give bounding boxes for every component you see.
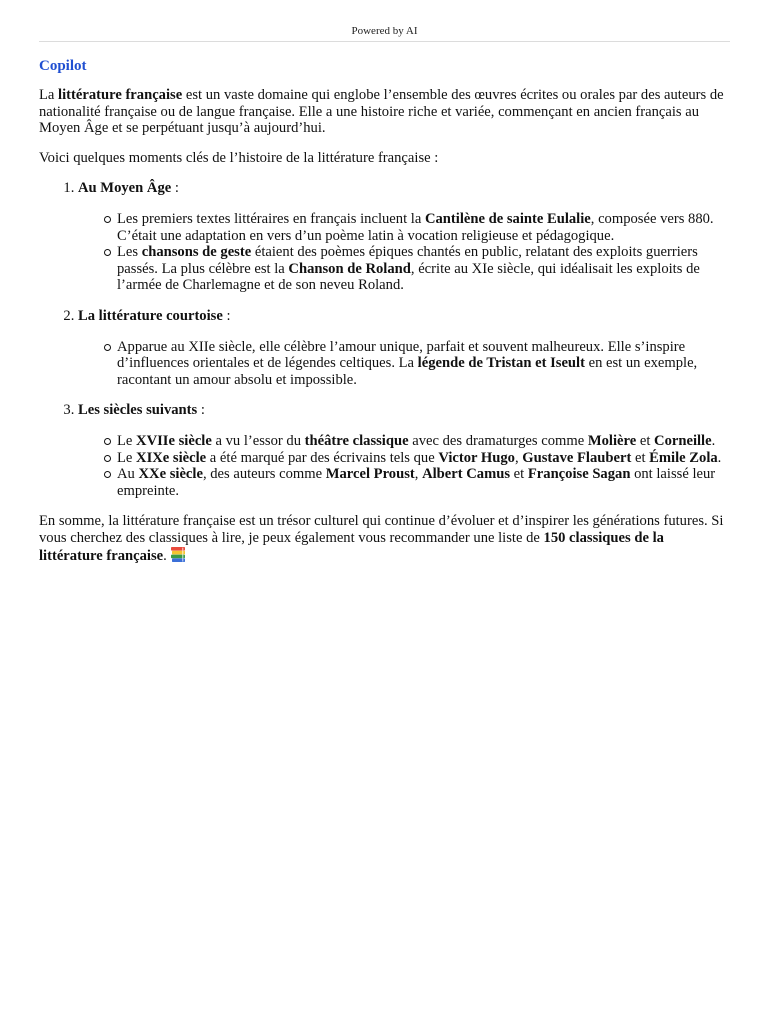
key-moments-paragraph: Voici quelques moments clés de l’histoire de la littérature française : [39,149,439,166]
section-items [78,339,730,389]
section-litterature-courtoise [78,308,730,388]
outro-text: . [163,548,167,565]
item-text: , composée vers 880. C’était une adaptation en vers d’un poème latin à vocation religieuse et pédagogique. [117,210,714,244]
item-text: Au [117,466,139,483]
item-bold: XXe siècle [138,466,203,483]
sections-list [39,180,730,499]
copilot-label: Copilot [39,58,87,74]
item-text: et [510,466,528,483]
books-icon [170,546,186,568]
item-text: Les premiers textes littéraires en français incluent la [117,210,425,227]
item-bold: Émile Zola [649,449,718,466]
intro-paragraph [39,87,730,137]
item-text: Les [117,244,142,261]
item-bold: légende de Tristan et Iseult [417,355,585,372]
item-text: a été marqué par des écrivains tels que [206,449,439,466]
section-siecles-suivants [78,402,730,499]
item-text: Le [117,449,137,466]
item-bold: Molière [587,432,637,449]
section-colon: : [171,180,179,197]
item-bold: chansons de geste [141,244,252,261]
item-text: , écrite au XIe siècle, qui idéalisait les exploits de l’armée de Charlemagne et de son neveu Roland. [117,260,700,294]
item-text: . [717,449,722,466]
item-bold: Marcel Proust [325,466,415,483]
item-text: ont laissé leur empreinte. [117,466,716,499]
item-text: et [631,449,650,466]
list-item [117,211,730,244]
intro-bold: littérature française [58,87,183,103]
item-text: Le [117,432,137,449]
section-colon: : [222,307,231,324]
item-text: et [636,432,655,449]
item-bold: Cantilène de sainte Eulalie [424,210,591,227]
item-bold: théâtre classique [304,432,409,449]
list-item [117,339,730,389]
item-text: avec des dramaturges comme [408,432,588,449]
item-bold: Chanson de Roland [288,260,411,277]
item-bold: XIXe siècle [136,449,207,466]
item-text: Apparue au XIIe siècle, elle célèbre l’amour unique, parfait et souvent malheureux. Elle s’inspire d’influences orientales et de légendes celtiques. La [117,338,686,372]
list-item [117,450,730,467]
item-bold: Victor Hugo [438,449,515,466]
section-items [78,433,730,499]
item-text: en est un exemple, racontant un amour absolu et impossible. [117,355,698,388]
outro-paragraph [39,513,730,568]
list-item [117,244,730,294]
item-text: , des auteurs comme [202,466,326,483]
intro-text: est un vaste domaine qui englobe l’ensemble des œuvres écrites ou orales par des auteurs de nationalité française ou de langue française. Elle a une histoire riche et variée, commençant en ancien français au Moyen Âge et se perpétuant jusqu’à aujourd’hui. [39,87,724,137]
list-item [117,466,730,499]
item-bold: Françoise Sagan [527,466,631,483]
item-text: , [514,449,523,466]
item-text: étaient des poèmes épiques chantés en public, relatant des exploits guerriers passés. La plus célèbre est la [117,244,698,277]
list-item [117,433,730,450]
item-bold: Albert Camus [422,466,511,483]
item-bold: Gustave Flaubert [522,449,632,466]
section-items [78,211,730,294]
section-title: Les siècles suivants [78,402,198,419]
intro-text: La [39,87,59,103]
section-title: Au Moyen Âge [78,180,172,197]
section-moyen-age [78,180,730,294]
outro-bold: 150 classiques de la littérature française [39,529,664,565]
item-bold: XVIIe siècle [136,432,212,449]
section-title: La littérature courtoise [78,307,223,324]
item-text: , [414,466,423,483]
powered-by-header: Powered by AI [39,0,730,42]
outro-text: En somme, la littérature française est un trésor culturel qui continue d’évoluer et d’inspirer les générations futures. Si vous cherchez des classiques à lire, je peux également vous recommander une liste de [39,513,724,546]
item-text: a vu l’essor du [211,432,305,449]
section-colon: : [197,402,205,419]
item-text: . [711,432,716,449]
item-bold: Corneille [654,432,712,449]
